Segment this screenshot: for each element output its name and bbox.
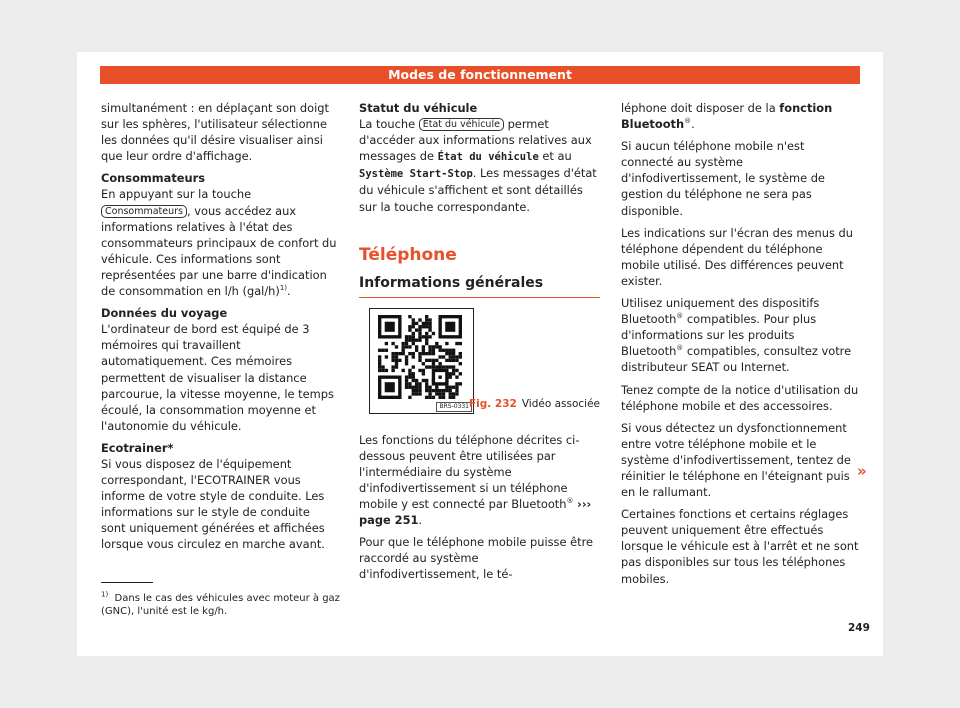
subsection-rule <box>359 297 600 298</box>
etat-vehicule-label: État du véhicule <box>437 151 539 164</box>
continue-arrow-icon: » <box>857 462 867 480</box>
statut-heading: Statut du véhicule <box>359 101 478 115</box>
column-right <box>621 100 859 593</box>
telephone-paragraph-2: Pour que le téléphone mobile puisse être raccordé au système d'infodivertissement, le té- <box>359 535 594 582</box>
telephone-paragraph-1 <box>359 432 600 529</box>
registered-mark: ® <box>676 344 684 353</box>
footnote-rule <box>101 582 153 583</box>
page-number: 249 <box>848 622 870 634</box>
consommateurs-text-pre: En appuyant sur la touche <box>101 187 252 202</box>
column-left <box>101 100 337 559</box>
voyage-heading: Données du voyage <box>101 306 228 321</box>
consommateurs-heading: Consommateurs <box>101 171 206 186</box>
etat-vehicule-key: État du véhicule <box>419 118 504 131</box>
footnote-text: Dans le cas des véhicules avec moteur à gaz (GNC), l'unité est le kg/h. <box>101 593 340 617</box>
footnote-mark: 1) <box>101 590 109 599</box>
intro-paragraph: simultanément : en déplaçant son doigt sur les sphères, l'utilisateur sélectionne les données qu'il désire visualiser ainsi que leur ordre d'affichage. <box>101 101 329 164</box>
statut-text-mid1: permet d'accéder aux informations relatives aux messages de <box>359 117 592 164</box>
manual-paragraph: Tenez compte de la notice d'utilisation du téléphone mobile et des accessoires. <box>621 382 859 413</box>
qr-code-icon[interactable] <box>378 315 462 399</box>
consommateurs-key: Consommateurs <box>101 205 187 218</box>
qr-code-box[interactable] <box>369 308 474 414</box>
page-reference-link[interactable]: ››› page 251 <box>359 497 592 528</box>
compatible-text-b: compatibles. Pour plus d'informations sur les produits Bluetooth <box>621 312 817 359</box>
footnote-ref: 1) <box>279 284 288 293</box>
consommateurs-text-end: . <box>287 284 291 299</box>
malfunction-paragraph: Si vous détectez un dysfonctionnement entre votre téléphone mobile et le système d'infodivertissement, tentez de réinitier le téléphone en l'éteignant puis en le rallumant. <box>621 420 851 500</box>
registered-mark: ® <box>684 117 692 126</box>
telephone-p1-end: . <box>418 513 423 528</box>
ecotrainer-heading: Ecotrainer* <box>101 440 174 455</box>
consommateurs-paragraph <box>101 186 337 299</box>
section-title: Téléphone <box>359 244 457 265</box>
consommateurs-text-post: , vous accédez aux informations relatives à l'état des consommateurs principaux de confort du véhicule. Ces informations sont représentées par une barre d'indication de consommation en l/h (gal/h) <box>101 203 337 299</box>
no-phone-paragraph: Si aucun téléphone mobile n'est connecté au système d'infodivertissement, le système de gestion du téléphone ne sera pas disponible. <box>621 139 825 218</box>
compatible-text-c: compatibles, consultez votre distributeur SEAT ou Internet. <box>621 344 852 375</box>
statut-paragraph <box>359 116 600 215</box>
restrictions-paragraph: Certaines fonctions et certains réglages peuvent uniquement être effectués lorsque le véhicule est à l'arrêt et ne sont pas disponibles sur tous les téléphones mobiles. <box>621 507 859 586</box>
start-stop-label: Système Start-Stop <box>359 168 473 181</box>
statut-text-mid2: et au <box>542 149 572 164</box>
column-middle <box>359 100 600 589</box>
bluetooth-paragraph <box>621 100 859 132</box>
chapter-header: Modes de fonctionnement <box>100 66 860 84</box>
bluetooth-p1-end: . <box>691 117 695 132</box>
figure-232 <box>359 308 600 416</box>
statut-text-end: . Les messages d'état du véhicule s'affichent et sont détaillés sur la touche correspondante. <box>359 166 597 214</box>
ecotrainer-paragraph: Si vous disposez de l'équipement correspondant, l'ECOTRAINER vous informe de votre style de conduite. Les informations sur le style de conduite sont uniquement générées et affichées lorsque vous circulez en marche avant. <box>101 456 325 552</box>
bluetooth-function-label: fonction Bluetooth <box>621 101 833 132</box>
registered-mark: ® <box>566 497 574 506</box>
registered-mark: ® <box>676 312 684 321</box>
compatible-text-a: Utilisez uniquement des dispositifs Bluetooth <box>621 296 820 327</box>
footnote <box>101 592 341 618</box>
figure-tag: BRS-0331 <box>436 402 472 412</box>
subsection-title: Informations générales <box>359 274 544 291</box>
bluetooth-p1-text: léphone doit disposer de la <box>621 101 776 115</box>
figure-caption-text: Vidéo associée <box>521 397 600 410</box>
voyage-paragraph: L'ordinateur de bord est équipé de 3 mémoires qui travaillent automatiquement. Ces mémoires permettent de visualiser la distance parcourue, la vitesse moyenne, le temps écoulé, la consommation moyenne et l'autonomie du véhicule. <box>101 322 334 433</box>
menu-display-paragraph: Les indications sur l'écran des menus du téléphone dépendent du téléphone mobile utilisé. Des différences peuvent exister. <box>621 225 853 288</box>
figure-caption <box>469 396 600 412</box>
compatible-devices-paragraph <box>621 295 859 375</box>
figure-number: Fig. 232 <box>468 397 517 410</box>
statut-text-pre: La touche <box>359 117 416 132</box>
telephone-p1-text: Les fonctions du téléphone décrites ci-dessous peuvent être utilisées par l'intermédiaire du système d'infodivertissement si un téléphone mobile y est connecté par Bluetooth <box>359 432 580 512</box>
